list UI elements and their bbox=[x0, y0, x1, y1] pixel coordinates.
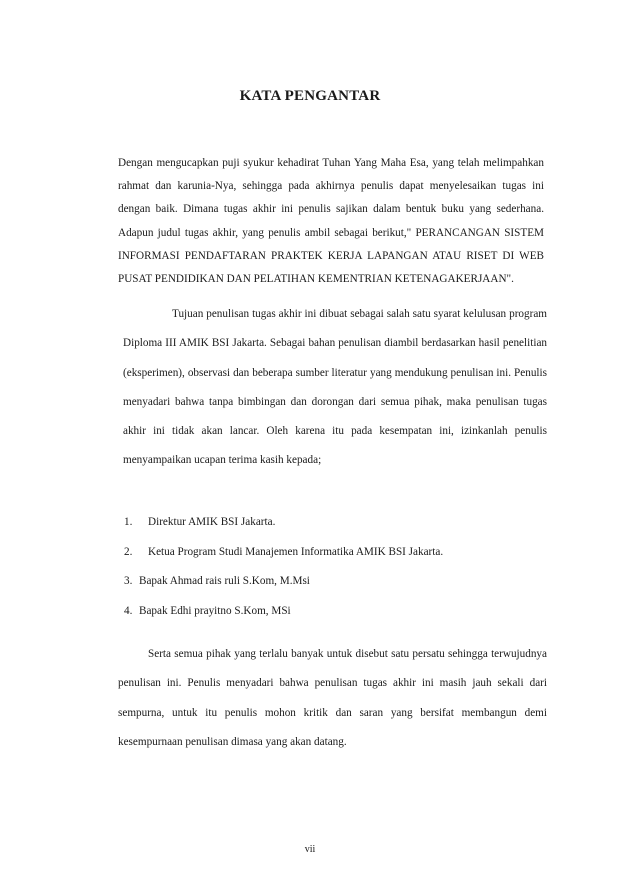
closing-paragraph: Serta semua pihak yang terlalu banyak untuk disebut satu persatu sehingga terwujudnya penulisan ini. Penulis menyadari bahwa penulisan tugas akhir ini masih jauh sekali dari sempurna, untuk itu penulis mohon kritik dan saran yang bersifat membangun demi kesempurnaan penulisan dimasa yang akan datang. bbox=[118, 648, 547, 749]
list-item bbox=[124, 538, 554, 568]
list-item-text: Bapak Ahmad rais ruli S.Kom, M.Msi bbox=[139, 575, 310, 587]
acknowledgement-list bbox=[124, 508, 554, 626]
list-item-text: Bapak Edhi prayitno S.Kom, MSi bbox=[139, 604, 291, 617]
list-item-number: 1. bbox=[124, 516, 133, 528]
list-item bbox=[124, 567, 554, 597]
list-item-number: 3. bbox=[124, 575, 133, 587]
list-item-text: Ketua Program Studi Manajemen Informatika AMIK BSI Jakarta. bbox=[148, 545, 444, 558]
list-item-number: 4. bbox=[124, 604, 133, 617]
opening-paragraph: Dengan mengucapkan puji syukur kehadirat Tuhan Yang Maha Esa, yang telah melimpahkan rahmat dan karunia-Nya, sehingga pada akhirnya penulis dapat menyelesaikan tugas ini dengan baik. Dimana tugas akhir ini penulis sajikan dalam bentuk buku yang sederhana. Adapun judul tugas akhir, yang penulis ambil sebagai berikut," PERANCANGAN SISTEM INFORMASI PENDAFTARAN PRAKTEK KERJA LAPANGAN ATAU RISET DI WEB PUSAT PENDIDIKAN DAN PELATIHAN KEMENTRIAN KETENAGAKERJAAN". bbox=[118, 157, 544, 286]
page-title: KATA PENGANTAR bbox=[239, 88, 381, 104]
list-item bbox=[124, 508, 554, 538]
list-item bbox=[124, 597, 554, 627]
list-item-text: Direktur AMIK BSI Jakarta. bbox=[148, 516, 276, 528]
purpose-paragraph: Tujuan penulisan tugas akhir ini dibuat sebagai salah satu syarat kelulusan program Diploma III AMIK BSI Jakarta. Sebagai bahan penulisan diambil berdasarkan hasil penelitian (eksperimen), observasi dan beberapa sumber literatur yang mendukung penulisan ini. Penulis menyadari bahwa tanpa bimbingan dan dorongan dari semua pihak, maka penulisan tugas akhir ini tidak akan lancar. Oleh karena itu pada kesempatan ini, izinkanlah penulis menyampaikan ucapan terima kasih kepada; bbox=[123, 308, 547, 467]
list-item-number: 2. bbox=[124, 545, 133, 558]
page-number: vii bbox=[304, 844, 316, 855]
